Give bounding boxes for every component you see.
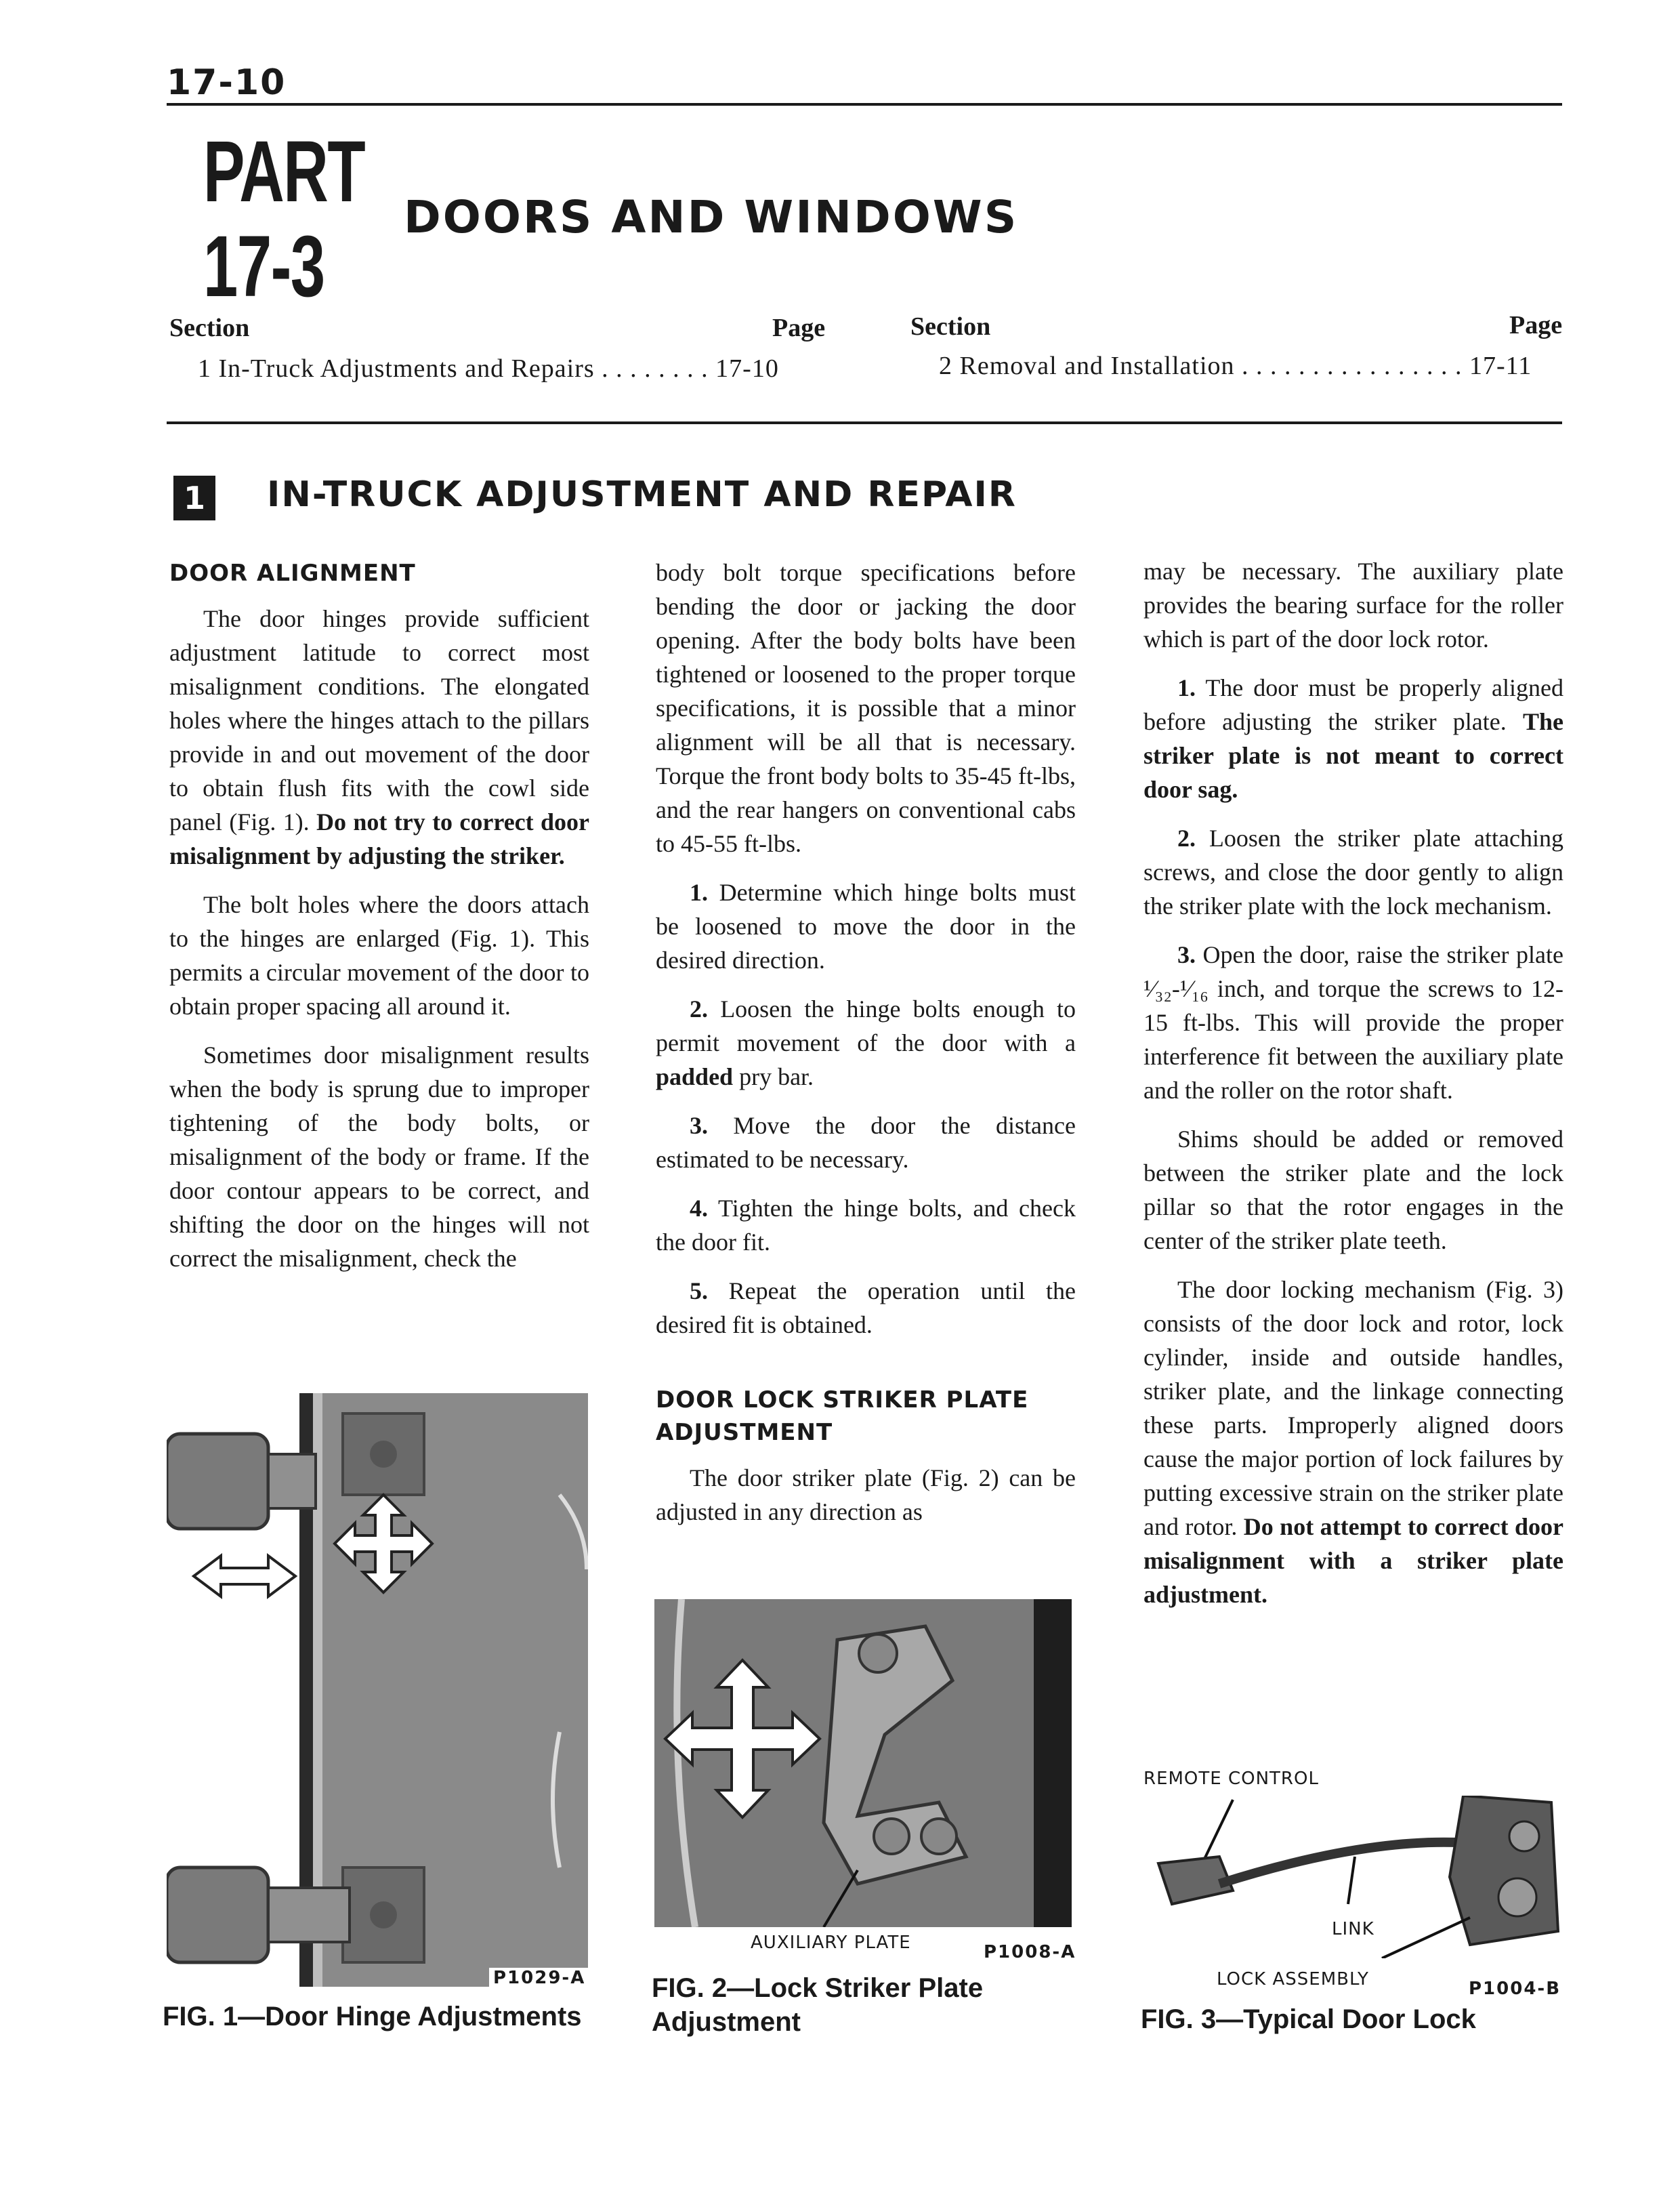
part-word: PART	[203, 123, 365, 220]
horizontal-arrow-icon	[194, 1556, 295, 1596]
figure-3-label-remote-control: REMOTE CONTROL	[1143, 1769, 1319, 1789]
figure-2-code: P1008-A	[984, 1942, 1076, 1962]
paragraph: body bolt torque specifications before bending the door or jacking the door opening. After the body bolts have been tightened or loosened to the proper torque specifications, it is possible that a minor alignment will be all that is necessary. Torque the front body bolts to 35-45 ft-lbs, and the rear hangers on conventional cabs to 45-55 ft-lbs.	[656, 559, 1076, 857]
figure-3-label-link: LINK	[1332, 1919, 1374, 1939]
door-hinge-illustration	[167, 1393, 588, 1987]
heading-door-alignment: DOOR ALIGNMENT	[169, 560, 416, 587]
step-3: 3. Open the door, raise the striker plate ¹⁄₃₂-¹⁄₁₆ inch, and torque the screws to 12-15 ft-lbs. This will provide the proper interference fit between the auxiliary plate and the roller on the rotor shaft.	[1143, 941, 1564, 1104]
column-3	[1143, 554, 1563, 1626]
figure-2-label: AUXILIARY PLATE	[751, 1933, 911, 1953]
figure-3-label-lock-assembly: LOCK ASSEMBLY	[1217, 1969, 1369, 1989]
paragraph: The door locking mechanism (Fig. 3) consists of the door lock and rotor, lock cylinder, inside and outside handles, striker plate, and the linkage connecting these parts. Improperly aligned doors cause the major portion of lock failures by putting excessive strain on the striker plate and rotor. Do not attempt to correct door misalignment with a striker plate adjustment.	[1143, 1276, 1563, 1608]
header-rule	[167, 103, 1562, 106]
paragraph: The door hinges provide sufficient adjustment latitude to correct most misalignment conditions. The elongated holes where the hinges attach to the pillars provide in and out movement of the door to obtain flush fits with the cowl side panel (Fig. 1). Do not try to correct door misalignment by adjusting the striker.	[169, 605, 589, 869]
toc-rule	[167, 421, 1562, 424]
step-1: 1. The door must be properly aligned before adjusting the striker plate. The striker plate is not meant to correct door sag.	[1143, 674, 1564, 803]
section-title: IN-TRUCK ADJUSTMENT AND REPAIR	[267, 474, 1017, 515]
toc-right-entry: 2 Removal and Installation . . . . . . . . . . . . . . . . 17-11	[939, 352, 1532, 380]
toc-right-section-header: Section	[910, 312, 991, 341]
figure-3-code: P1004-B	[1469, 1979, 1561, 1999]
figure-2-caption-line2: Adjustment	[652, 2007, 801, 2037]
figure-1-code: P1029-A	[489, 1968, 589, 1988]
step-4: 4. Tighten the hinge bolts, and check the door fit.	[656, 1195, 1076, 1256]
heading-striker-plate: DOOR LOCK STRIKER PLATE ADJUSTMENT	[656, 1386, 1029, 1446]
column-1	[169, 557, 589, 1275]
toc-left-entry: 1 In-Truck Adjustments and Repairs . . . . . . . . 17-10	[198, 354, 779, 383]
striker-plate-illustration	[654, 1599, 1072, 1927]
part-title: DOORS AND WINDOWS	[404, 191, 1019, 243]
paragraph: Sometimes door misalignment results when the body is sprung due to improper tightening of the body bolts, or misalignment of the body or frame. If the door contour appears to be correct, and shifting the door on the hinges will not correct the misalignment, check the	[169, 1041, 589, 1272]
toc-left-page-header: Page	[772, 314, 826, 342]
section-number-badge: 1	[173, 476, 215, 520]
page-number: 17-10	[167, 62, 287, 103]
warning-text: Do not try to correct door misalignment by adjusting the striker.	[169, 808, 589, 869]
figure-1-caption: FIG. 1—Door Hinge Adjustments	[163, 2002, 582, 2031]
step-1: 1. Determine which hinge bolts must be loosened to move the door in the desired direction.	[656, 879, 1076, 974]
toc-left-section-header: Section	[169, 314, 250, 342]
step-2: 2. Loosen the striker plate attaching screws, and close the door gently to align the striker plate with the lock mechanism.	[1143, 825, 1563, 920]
step-5: 5. Repeat the operation until the desired fit is obtained.	[656, 1277, 1076, 1338]
step-2: 2. Loosen the hinge bolts enough to permit movement of the door with a padded pry bar.	[656, 995, 1076, 1090]
paragraph: Shims should be added or removed between the striker plate and the lock pillar so that the rotor engages in the center of the striker plate teeth.	[1143, 1126, 1563, 1254]
toc-right-page-header: Page	[1509, 311, 1563, 339]
part-number: 17-3	[203, 218, 324, 315]
paragraph: The bolt holes where the doors attach to the hinges are enlarged (Fig. 1). This permits a circular movement of the door to obtain proper spacing all around it.	[169, 891, 589, 1020]
figure-2-caption-line1: FIG. 2—Lock Striker Plate	[652, 1973, 984, 2003]
paragraph: may be necessary. The auxiliary plate provides the bearing surface for the roller which is part of the door lock rotor.	[1143, 558, 1563, 653]
step-3: 3. Move the door the distance estimated to be necessary.	[656, 1112, 1076, 1173]
column-2	[656, 556, 1076, 1544]
figure-1-photo	[167, 1393, 588, 1987]
figure-3-caption: FIG. 3—Typical Door Lock	[1141, 2004, 1476, 2034]
figure-2-photo	[654, 1599, 1072, 1927]
paragraph: The door striker plate (Fig. 2) can be adjusted in any direction as	[656, 1464, 1076, 1525]
